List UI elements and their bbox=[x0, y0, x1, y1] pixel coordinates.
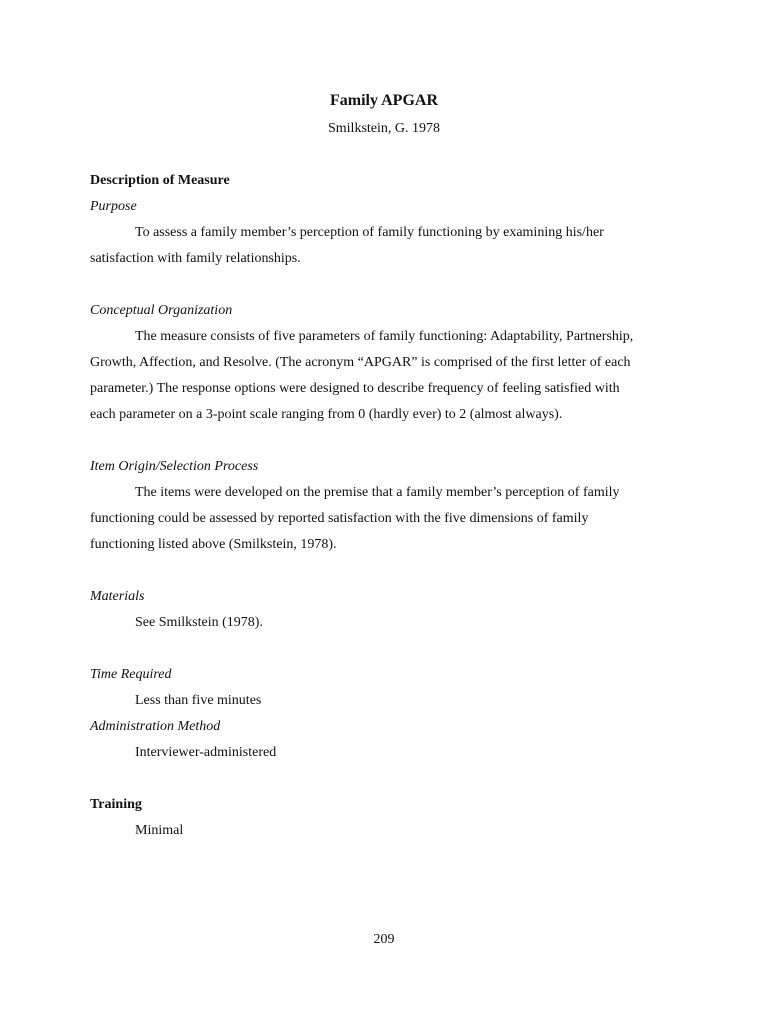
time-required-heading: Time Required bbox=[90, 667, 172, 682]
origin-line-3: functioning listed above (Smilkstein, 1978). bbox=[90, 537, 337, 552]
purpose-line-1: To assess a family member’s perception of family functioning by examining his/her bbox=[135, 225, 604, 240]
description-heading: Description of Measure bbox=[90, 173, 230, 188]
origin-heading: Item Origin/Selection Process bbox=[90, 459, 259, 474]
administration-heading: Administration Method bbox=[90, 719, 221, 734]
conceptual-line-2: Growth, Affection, and Resolve. (The acronym “APGAR” is comprised of the first letter of each bbox=[90, 355, 631, 370]
document-citation: Smilkstein, G. 1978 bbox=[327, 121, 440, 136]
materials-text: See Smilkstein (1978). bbox=[135, 615, 263, 630]
conceptual-line-1: The measure consists of five parameters of family functioning: Adaptability, Partnership, bbox=[135, 329, 634, 344]
purpose-heading: Purpose bbox=[90, 199, 137, 214]
administration-text: Interviewer-administered bbox=[135, 745, 277, 760]
training-heading: Training bbox=[90, 797, 142, 812]
origin-line-2: functioning could be assessed by reported satisfaction with the five dimensions of family bbox=[90, 511, 589, 526]
document-title: Family APGAR bbox=[330, 92, 438, 109]
conceptual-line-3: parameter.) The response options were designed to describe frequency of feeling satisfied with bbox=[90, 381, 620, 396]
training-text: Minimal bbox=[135, 823, 184, 838]
materials-heading: Materials bbox=[90, 589, 145, 604]
time-required-text: Less than five minutes bbox=[135, 693, 262, 708]
conceptual-heading: Conceptual Organization bbox=[90, 303, 233, 318]
purpose-line-2: satisfaction with family relationships. bbox=[90, 251, 301, 266]
conceptual-line-4: each parameter on a 3-point scale ranging from 0 (hardly ever) to 2 (almost always). bbox=[90, 407, 563, 422]
page-number: 209 bbox=[373, 932, 395, 947]
origin-line-1: The items were developed on the premise that a family member’s perception of family bbox=[135, 485, 620, 500]
